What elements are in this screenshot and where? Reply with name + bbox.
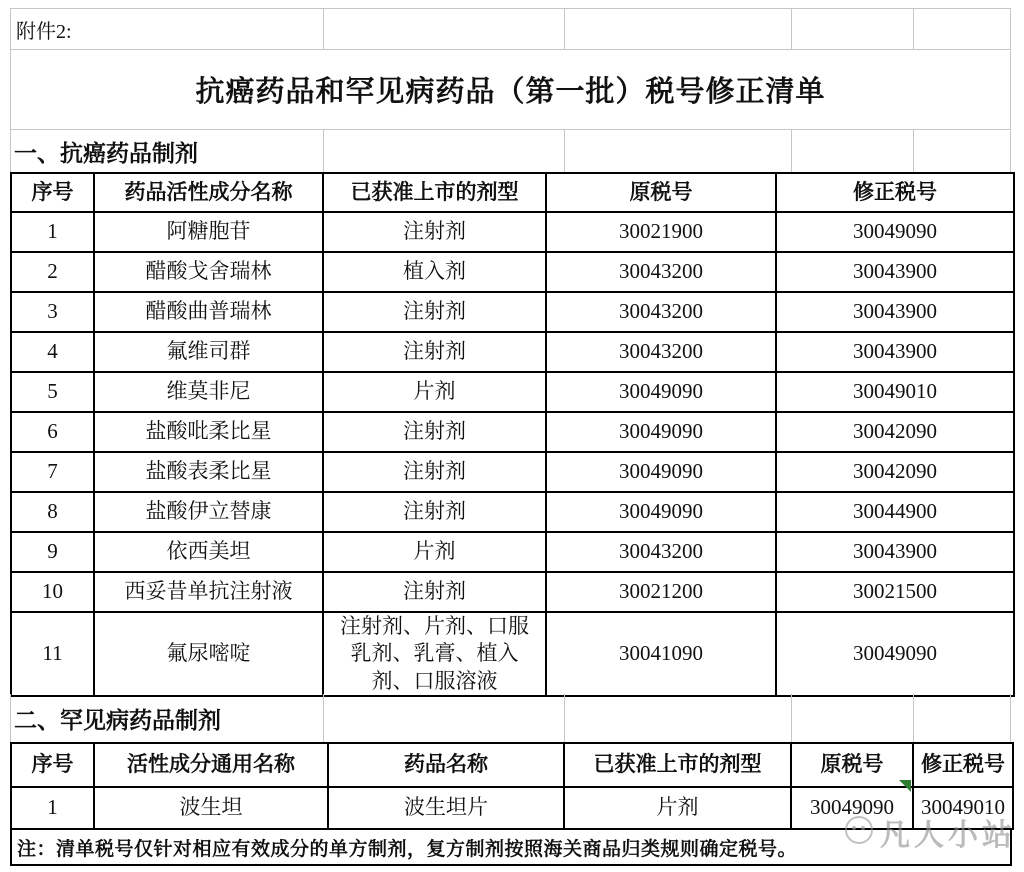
table-row	[11, 612, 1014, 696]
table-row	[11, 412, 1014, 452]
note-text: 注：清单税号仅针对相应有效成分的单方制剂，复方制剂按照海关商品归类规则确定税号。	[17, 838, 798, 860]
table-row	[11, 532, 1014, 572]
table-cell: 片剂	[323, 372, 546, 412]
table-cell: 醋酸戈舍瑞林	[94, 252, 323, 292]
table-cell: 盐酸伊立替康	[94, 492, 323, 532]
watermark-text: 凡人小站	[880, 819, 1016, 852]
table-cell: 30049010	[776, 372, 1014, 412]
table-cell: 30049090	[776, 212, 1014, 252]
table-cell: 注射剂	[323, 292, 546, 332]
table-cell: 3	[11, 292, 94, 332]
rare-disease-drugs-table	[10, 742, 1014, 830]
table-cell: 30021900	[546, 212, 776, 252]
attachment-row	[10, 8, 1011, 50]
column-header: 序号	[11, 173, 94, 212]
table-row	[11, 787, 1013, 829]
anticancer-drugs-table	[10, 172, 1015, 697]
table-cell: 30049090	[546, 452, 776, 492]
section1-heading-row	[10, 130, 1011, 172]
table-cell: 注射剂	[323, 572, 546, 612]
grid-line	[913, 9, 914, 49]
table-cell: 注射剂、片剂、口服乳剂、乳膏、植入剂、口服溶液	[323, 612, 546, 696]
grid-line	[791, 130, 792, 172]
table-cell: 30042090	[776, 452, 1014, 492]
section2-heading: 二、罕见病药品制剂	[14, 707, 221, 733]
grid-line	[564, 130, 565, 172]
table-cell: 30043900	[776, 292, 1014, 332]
table-row	[11, 332, 1014, 372]
table-cell: 10	[11, 572, 94, 612]
table-cell: 注射剂	[323, 332, 546, 372]
table-cell: 30043900	[776, 532, 1014, 572]
grid-line	[323, 130, 324, 172]
grid-line	[791, 694, 792, 742]
table-cell: 30049090	[791, 787, 913, 829]
table-cell: 阿糖胞苷	[94, 212, 323, 252]
table-row	[11, 452, 1014, 492]
title-row	[10, 50, 1011, 130]
column-header: 原税号	[791, 743, 913, 787]
table-cell: 西妥昔单抗注射液	[94, 572, 323, 612]
table-row	[11, 492, 1014, 532]
table-cell: 9	[11, 532, 94, 572]
table-cell: 30049010	[913, 787, 1013, 829]
table-row	[11, 212, 1014, 252]
grid-line	[564, 694, 565, 742]
table-cell: 注射剂	[323, 452, 546, 492]
column-header: 活性成分通用名称	[94, 743, 328, 787]
table-cell: 植入剂	[323, 252, 546, 292]
grid-line	[791, 9, 792, 49]
table-cell: 波生坦	[94, 787, 328, 829]
table-cell: 维莫非尼	[94, 372, 323, 412]
table-cell: 4	[11, 332, 94, 372]
table-cell: 注射剂	[323, 412, 546, 452]
table-cell: 2	[11, 252, 94, 292]
table-cell: 片剂	[564, 787, 791, 829]
table-cell: 依西美坦	[94, 532, 323, 572]
table-cell: 30044900	[776, 492, 1014, 532]
column-header: 已获准上市的剂型	[323, 173, 546, 212]
table-cell: 30043200	[546, 252, 776, 292]
column-header: 已获准上市的剂型	[564, 743, 791, 787]
cell-error-indicator-icon	[899, 780, 911, 792]
grid-line	[564, 9, 565, 49]
grid-line	[913, 694, 914, 742]
column-header: 修正税号	[913, 743, 1013, 787]
column-header: 药品名称	[328, 743, 564, 787]
table-cell: 11	[11, 612, 94, 696]
table-row	[11, 572, 1014, 612]
table-cell: 5	[11, 372, 94, 412]
table-row	[11, 252, 1014, 292]
table-cell: 30043200	[546, 332, 776, 372]
grid-line	[913, 130, 914, 172]
column-header: 原税号	[546, 173, 776, 212]
table-cell: 30021200	[546, 572, 776, 612]
table-cell: 30049090	[776, 612, 1014, 696]
section1-heading: 一、抗癌药品制剂	[14, 140, 198, 166]
table-cell: 6	[11, 412, 94, 452]
table-cell: 注射剂	[323, 492, 546, 532]
table-cell: 7	[11, 452, 94, 492]
table-cell: 30049090	[546, 412, 776, 452]
table-cell: 氟尿嘧啶	[94, 612, 323, 696]
table-cell: 30041090	[546, 612, 776, 696]
attachment-label: 附件2:	[16, 20, 72, 43]
table-cell: 1	[11, 212, 94, 252]
table-cell: 30042090	[776, 412, 1014, 452]
column-header: 修正税号	[776, 173, 1014, 212]
page-title: 抗癌药品和罕见病药品（第一批）税号修正清单	[195, 76, 826, 108]
table-cell: 盐酸吡柔比星	[94, 412, 323, 452]
table-cell: 8	[11, 492, 94, 532]
header-row	[11, 173, 1014, 212]
table-cell: 1	[11, 787, 94, 829]
column-header: 药品活性成分名称	[94, 173, 323, 212]
table-cell: 30021500	[776, 572, 1014, 612]
table-cell: 30043200	[546, 532, 776, 572]
table-cell: 醋酸曲普瑞林	[94, 292, 323, 332]
table-cell: 波生坦片	[328, 787, 564, 829]
table-cell: 注射剂	[323, 212, 546, 252]
table-cell: 30043900	[776, 332, 1014, 372]
table-cell: 盐酸表柔比星	[94, 452, 323, 492]
grid-line	[323, 694, 324, 742]
section2-heading-row	[10, 694, 1011, 742]
table-cell: 30049090	[546, 492, 776, 532]
table-row	[11, 372, 1014, 412]
note-row	[10, 828, 1012, 866]
table-cell: 30049090	[546, 372, 776, 412]
column-header: 序号	[11, 743, 94, 787]
table-row	[11, 292, 1014, 332]
table-cell: 30043200	[546, 292, 776, 332]
table-cell: 片剂	[323, 532, 546, 572]
table-cell: 氟维司群	[94, 332, 323, 372]
grid-line	[323, 9, 324, 49]
header-row	[11, 743, 1013, 787]
table-cell: 30043900	[776, 252, 1014, 292]
